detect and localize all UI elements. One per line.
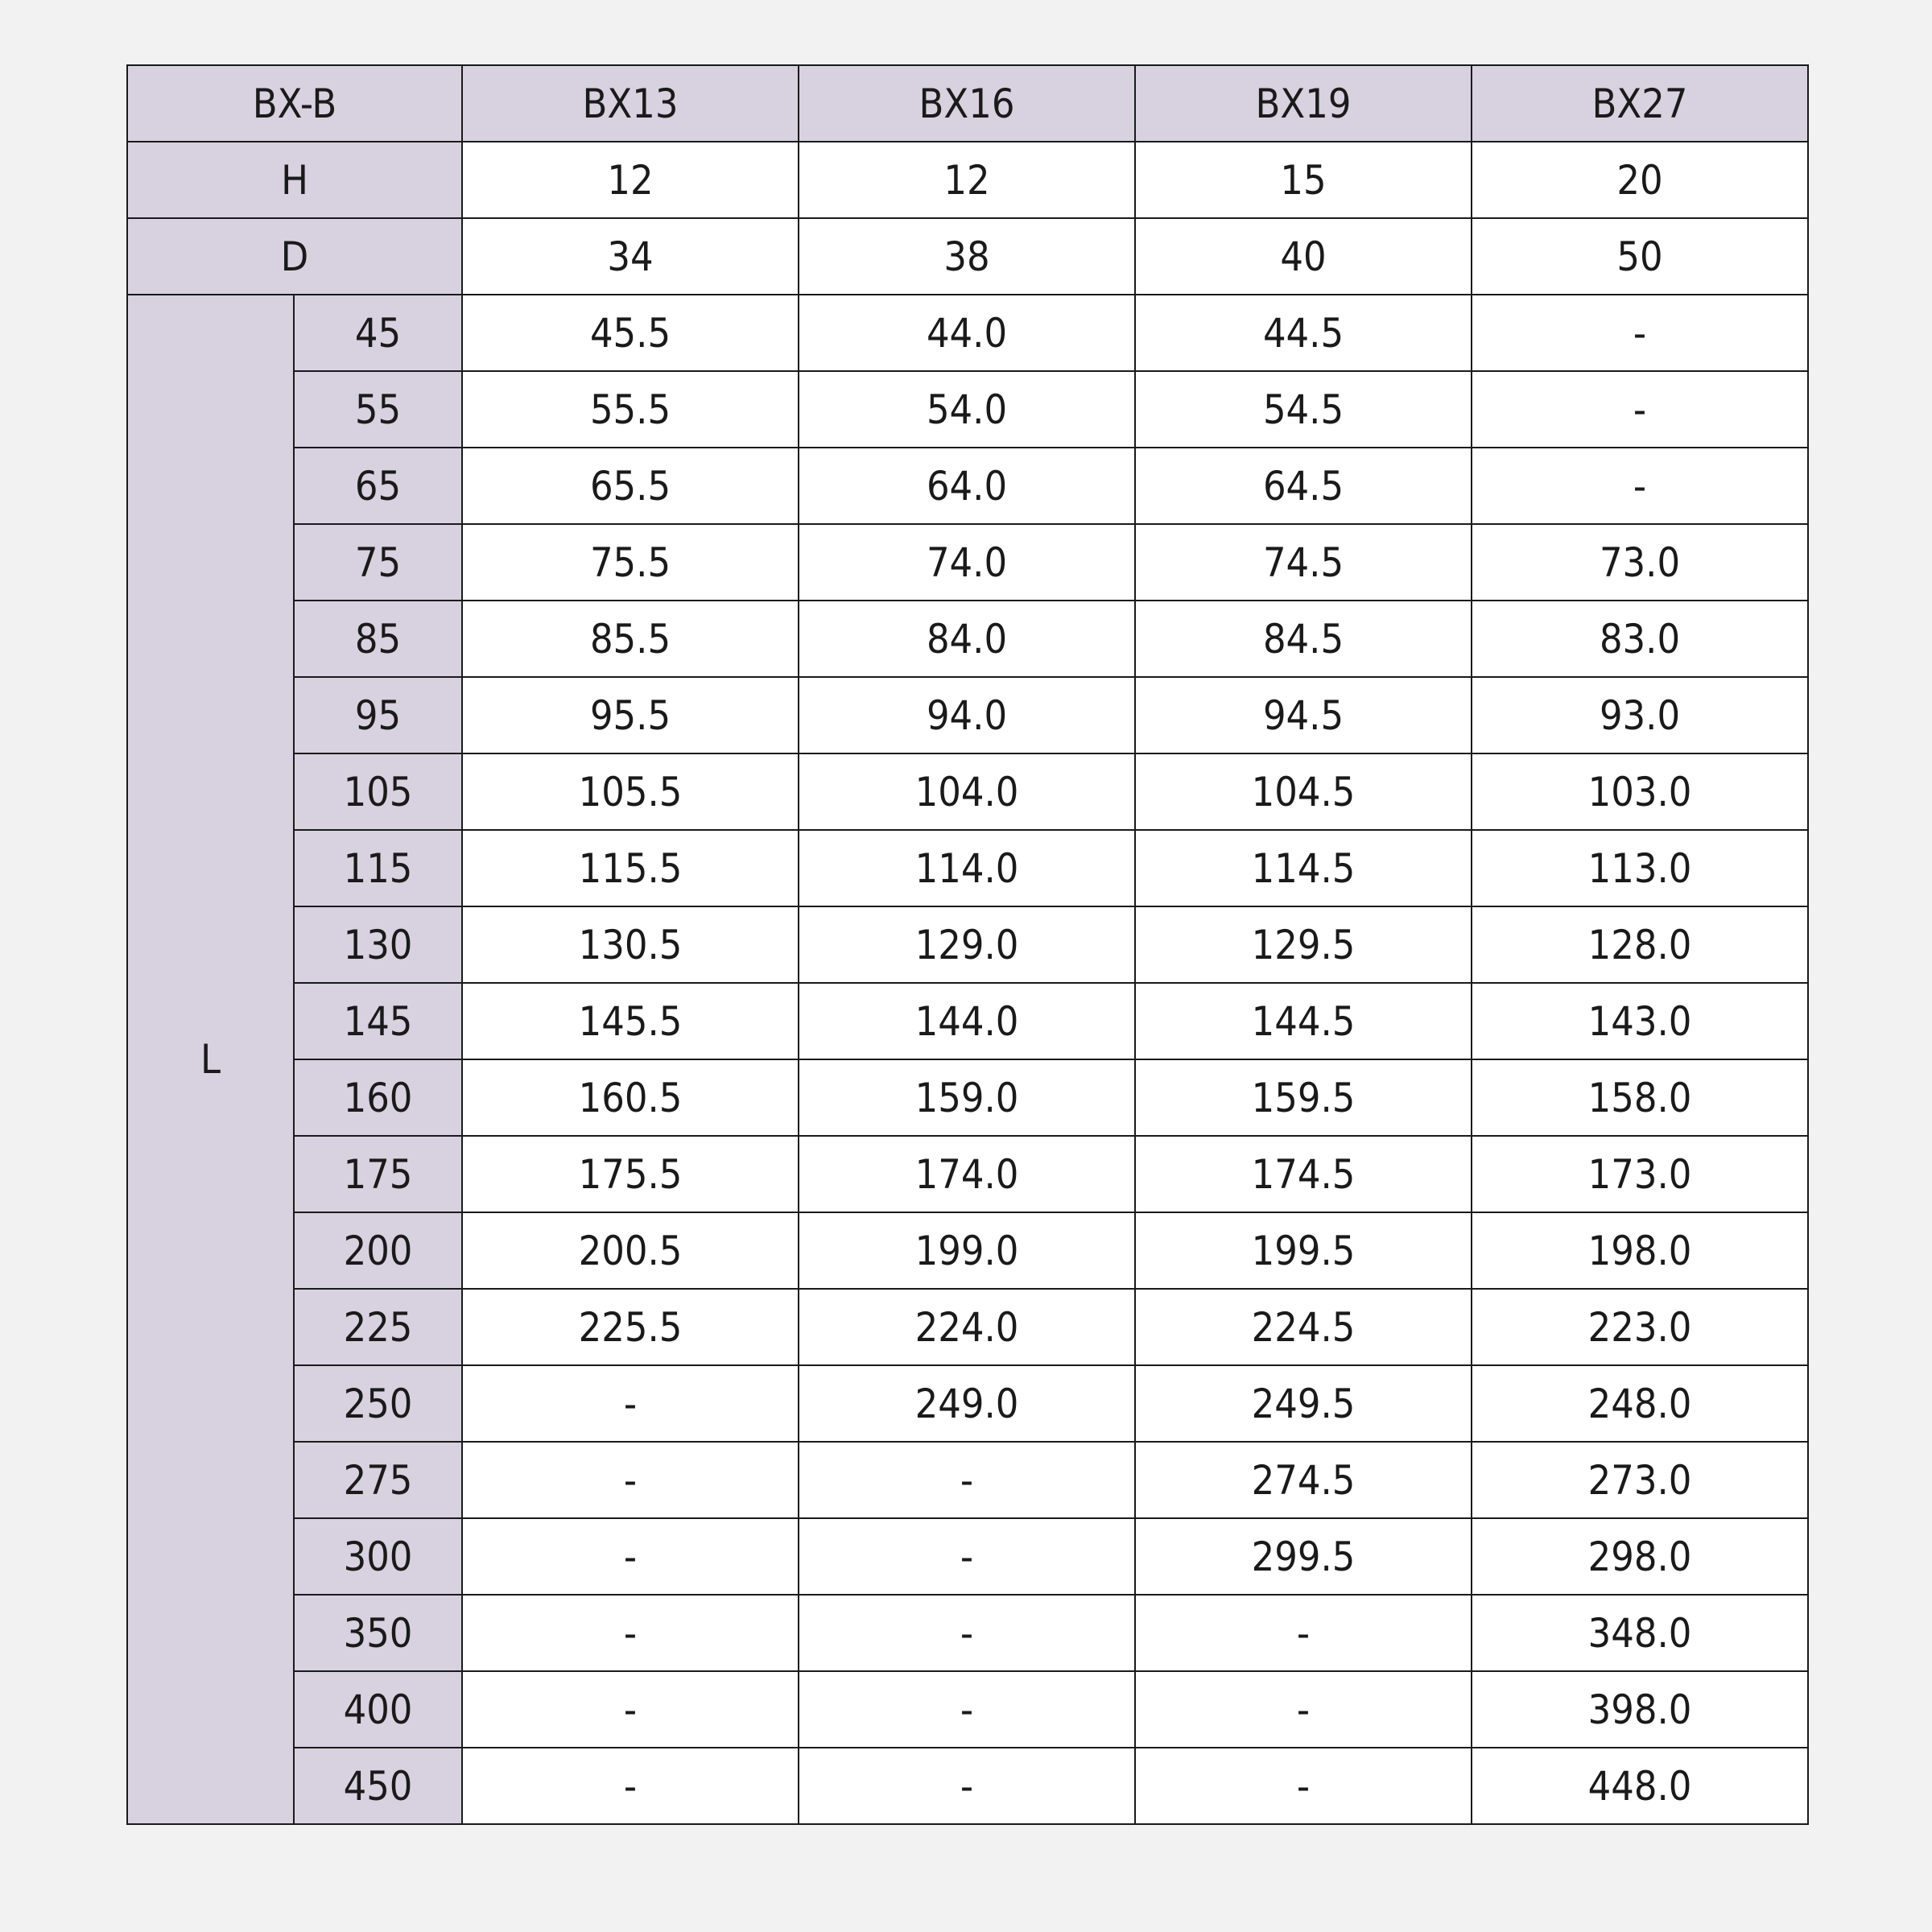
dimension-value-cell: 45.5 xyxy=(462,295,799,371)
dimension-value-cell: 103.0 xyxy=(1472,753,1808,830)
model-header-bx27: BX27 xyxy=(1472,65,1808,142)
dimension-value-cell: 248.0 xyxy=(1472,1365,1808,1442)
dimension-value-cell: 199.0 xyxy=(799,1212,1135,1289)
dimension-value-cell: 44.0 xyxy=(799,295,1135,371)
h-value-cell: 12 xyxy=(799,142,1135,218)
dimension-value-cell: 54.5 xyxy=(1135,371,1472,448)
dimension-value-cell: - xyxy=(1472,371,1808,448)
d-row xyxy=(127,218,1808,295)
dimension-value-cell: - xyxy=(462,1518,799,1595)
d-value-cell: 34 xyxy=(462,218,799,295)
dimensions-table xyxy=(126,64,1809,1825)
dimension-value-cell: 94.5 xyxy=(1135,677,1472,753)
dimension-value-cell: - xyxy=(799,1748,1135,1824)
length-row xyxy=(127,1518,1808,1595)
length-value-cell: 400 xyxy=(294,1671,462,1748)
dimension-value-cell: - xyxy=(799,1671,1135,1748)
dimension-value-cell: - xyxy=(1135,1595,1472,1671)
length-row xyxy=(127,524,1808,601)
dimension-value-cell: 115.5 xyxy=(462,830,799,906)
length-value-cell: 175 xyxy=(294,1136,462,1212)
length-value-cell: 250 xyxy=(294,1365,462,1442)
dimension-value-cell: 199.5 xyxy=(1135,1212,1472,1289)
dimension-value-cell: - xyxy=(799,1442,1135,1518)
dimension-value-cell: 298.0 xyxy=(1472,1518,1808,1595)
length-row xyxy=(127,1212,1808,1289)
dimension-value-cell: 113.0 xyxy=(1472,830,1808,906)
length-value-cell: 115 xyxy=(294,830,462,906)
h-value-cell: 12 xyxy=(462,142,799,218)
dimension-value-cell: 144.5 xyxy=(1135,983,1472,1059)
dimension-value-cell: 94.0 xyxy=(799,677,1135,753)
dimension-value-cell: 128.0 xyxy=(1472,906,1808,983)
dimension-value-cell: 448.0 xyxy=(1472,1748,1808,1824)
dimension-value-cell: 114.5 xyxy=(1135,830,1472,906)
length-row xyxy=(127,1059,1808,1136)
length-row xyxy=(127,906,1808,983)
length-value-cell: 225 xyxy=(294,1289,462,1365)
dimension-value-cell: 398.0 xyxy=(1472,1671,1808,1748)
dimension-value-cell: 224.0 xyxy=(799,1289,1135,1365)
length-row xyxy=(127,371,1808,448)
length-row xyxy=(127,448,1808,524)
l-group-label-cell: L xyxy=(127,295,294,1824)
dimension-value-cell: 159.5 xyxy=(1135,1059,1472,1136)
dimension-value-cell: 84.5 xyxy=(1135,601,1472,677)
dimension-value-cell: 129.0 xyxy=(799,906,1135,983)
dimension-value-cell: 145.5 xyxy=(462,983,799,1059)
dimension-value-cell: 74.5 xyxy=(1135,524,1472,601)
model-header-row xyxy=(127,65,1808,142)
length-row xyxy=(127,677,1808,753)
dimension-value-cell: 73.0 xyxy=(1472,524,1808,601)
dimension-value-cell: - xyxy=(1135,1671,1472,1748)
length-row xyxy=(127,1365,1808,1442)
dimension-value-cell: 114.0 xyxy=(799,830,1135,906)
length-row xyxy=(127,1289,1808,1365)
dimension-value-cell: 173.0 xyxy=(1472,1136,1808,1212)
dimension-value-cell: 75.5 xyxy=(462,524,799,601)
d-value-cell: 38 xyxy=(799,218,1135,295)
dimension-value-cell: 249.0 xyxy=(799,1365,1135,1442)
dimension-value-cell: 175.5 xyxy=(462,1136,799,1212)
dimension-value-cell: - xyxy=(462,1671,799,1748)
length-row xyxy=(127,1671,1808,1748)
length-value-cell: 95 xyxy=(294,677,462,753)
dimension-value-cell: - xyxy=(462,1748,799,1824)
dimension-value-cell: 274.5 xyxy=(1135,1442,1472,1518)
dimension-value-cell: 348.0 xyxy=(1472,1595,1808,1671)
dimension-value-cell: 64.0 xyxy=(799,448,1135,524)
length-row xyxy=(127,1595,1808,1671)
dimension-value-cell: 130.5 xyxy=(462,906,799,983)
model-header-bx16: BX16 xyxy=(799,65,1135,142)
dimension-value-cell: 129.5 xyxy=(1135,906,1472,983)
dimension-value-cell: - xyxy=(799,1595,1135,1671)
length-value-cell: 350 xyxy=(294,1595,462,1671)
dimension-value-cell: 54.0 xyxy=(799,371,1135,448)
dimension-value-cell: - xyxy=(1472,448,1808,524)
d-value-cell: 50 xyxy=(1472,218,1808,295)
dimension-value-cell: 273.0 xyxy=(1472,1442,1808,1518)
length-row xyxy=(127,295,1808,371)
dimension-value-cell: 93.0 xyxy=(1472,677,1808,753)
length-row xyxy=(127,601,1808,677)
h-row xyxy=(127,142,1808,218)
dimension-value-cell: 104.5 xyxy=(1135,753,1472,830)
length-value-cell: 275 xyxy=(294,1442,462,1518)
dimension-value-cell: 159.0 xyxy=(799,1059,1135,1136)
dimension-value-cell: 160.5 xyxy=(462,1059,799,1136)
length-value-cell: 85 xyxy=(294,601,462,677)
h-value-cell: 15 xyxy=(1135,142,1472,218)
length-value-cell: 160 xyxy=(294,1059,462,1136)
length-row xyxy=(127,753,1808,830)
dimension-value-cell: 158.0 xyxy=(1472,1059,1808,1136)
dimension-value-cell: 95.5 xyxy=(462,677,799,753)
dimension-value-cell: 143.0 xyxy=(1472,983,1808,1059)
model-header-bx13: BX13 xyxy=(462,65,799,142)
length-value-cell: 200 xyxy=(294,1212,462,1289)
length-value-cell: 55 xyxy=(294,371,462,448)
dimension-value-cell: 83.0 xyxy=(1472,601,1808,677)
dimension-value-cell: 198.0 xyxy=(1472,1212,1808,1289)
dimension-value-cell: - xyxy=(462,1595,799,1671)
dimension-value-cell: 174.0 xyxy=(799,1136,1135,1212)
d-value-cell: 40 xyxy=(1135,218,1472,295)
length-row xyxy=(127,1748,1808,1824)
dimension-value-cell: 105.5 xyxy=(462,753,799,830)
dimension-value-cell: 44.5 xyxy=(1135,295,1472,371)
dimension-value-cell: - xyxy=(462,1442,799,1518)
length-row xyxy=(127,983,1808,1059)
dimension-value-cell: 74.0 xyxy=(799,524,1135,601)
dimension-value-cell: - xyxy=(1472,295,1808,371)
dimension-value-cell: 174.5 xyxy=(1135,1136,1472,1212)
h-label-cell: H xyxy=(127,142,462,218)
dimension-value-cell: 55.5 xyxy=(462,371,799,448)
model-header-bx19: BX19 xyxy=(1135,65,1472,142)
h-value-cell: 20 xyxy=(1472,142,1808,218)
dimension-value-cell: 249.5 xyxy=(1135,1365,1472,1442)
dimension-value-cell: - xyxy=(1135,1748,1472,1824)
dimension-value-cell: - xyxy=(462,1365,799,1442)
length-value-cell: 105 xyxy=(294,753,462,830)
length-value-cell: 145 xyxy=(294,983,462,1059)
dimension-value-cell: 224.5 xyxy=(1135,1289,1472,1365)
length-row xyxy=(127,830,1808,906)
dimension-value-cell: 104.0 xyxy=(799,753,1135,830)
length-row xyxy=(127,1442,1808,1518)
d-label-cell: D xyxy=(127,218,462,295)
dimension-value-cell: 144.0 xyxy=(799,983,1135,1059)
length-value-cell: 65 xyxy=(294,448,462,524)
dimension-value-cell: 225.5 xyxy=(462,1289,799,1365)
dimension-value-cell: 299.5 xyxy=(1135,1518,1472,1595)
table-body xyxy=(127,65,1808,1824)
dimension-value-cell: 223.0 xyxy=(1472,1289,1808,1365)
dimension-value-cell: 84.0 xyxy=(799,601,1135,677)
dimension-value-cell: 85.5 xyxy=(462,601,799,677)
dimension-value-cell: 64.5 xyxy=(1135,448,1472,524)
dimension-value-cell: 200.5 xyxy=(462,1212,799,1289)
length-value-cell: 130 xyxy=(294,906,462,983)
length-row xyxy=(127,1136,1808,1212)
dimension-value-cell: - xyxy=(799,1518,1135,1595)
dimension-value-cell: 65.5 xyxy=(462,448,799,524)
length-value-cell: 450 xyxy=(294,1748,462,1824)
length-value-cell: 300 xyxy=(294,1518,462,1595)
corner-label-cell: BX-B xyxy=(127,65,462,142)
length-value-cell: 45 xyxy=(294,295,462,371)
length-value-cell: 75 xyxy=(294,524,462,601)
